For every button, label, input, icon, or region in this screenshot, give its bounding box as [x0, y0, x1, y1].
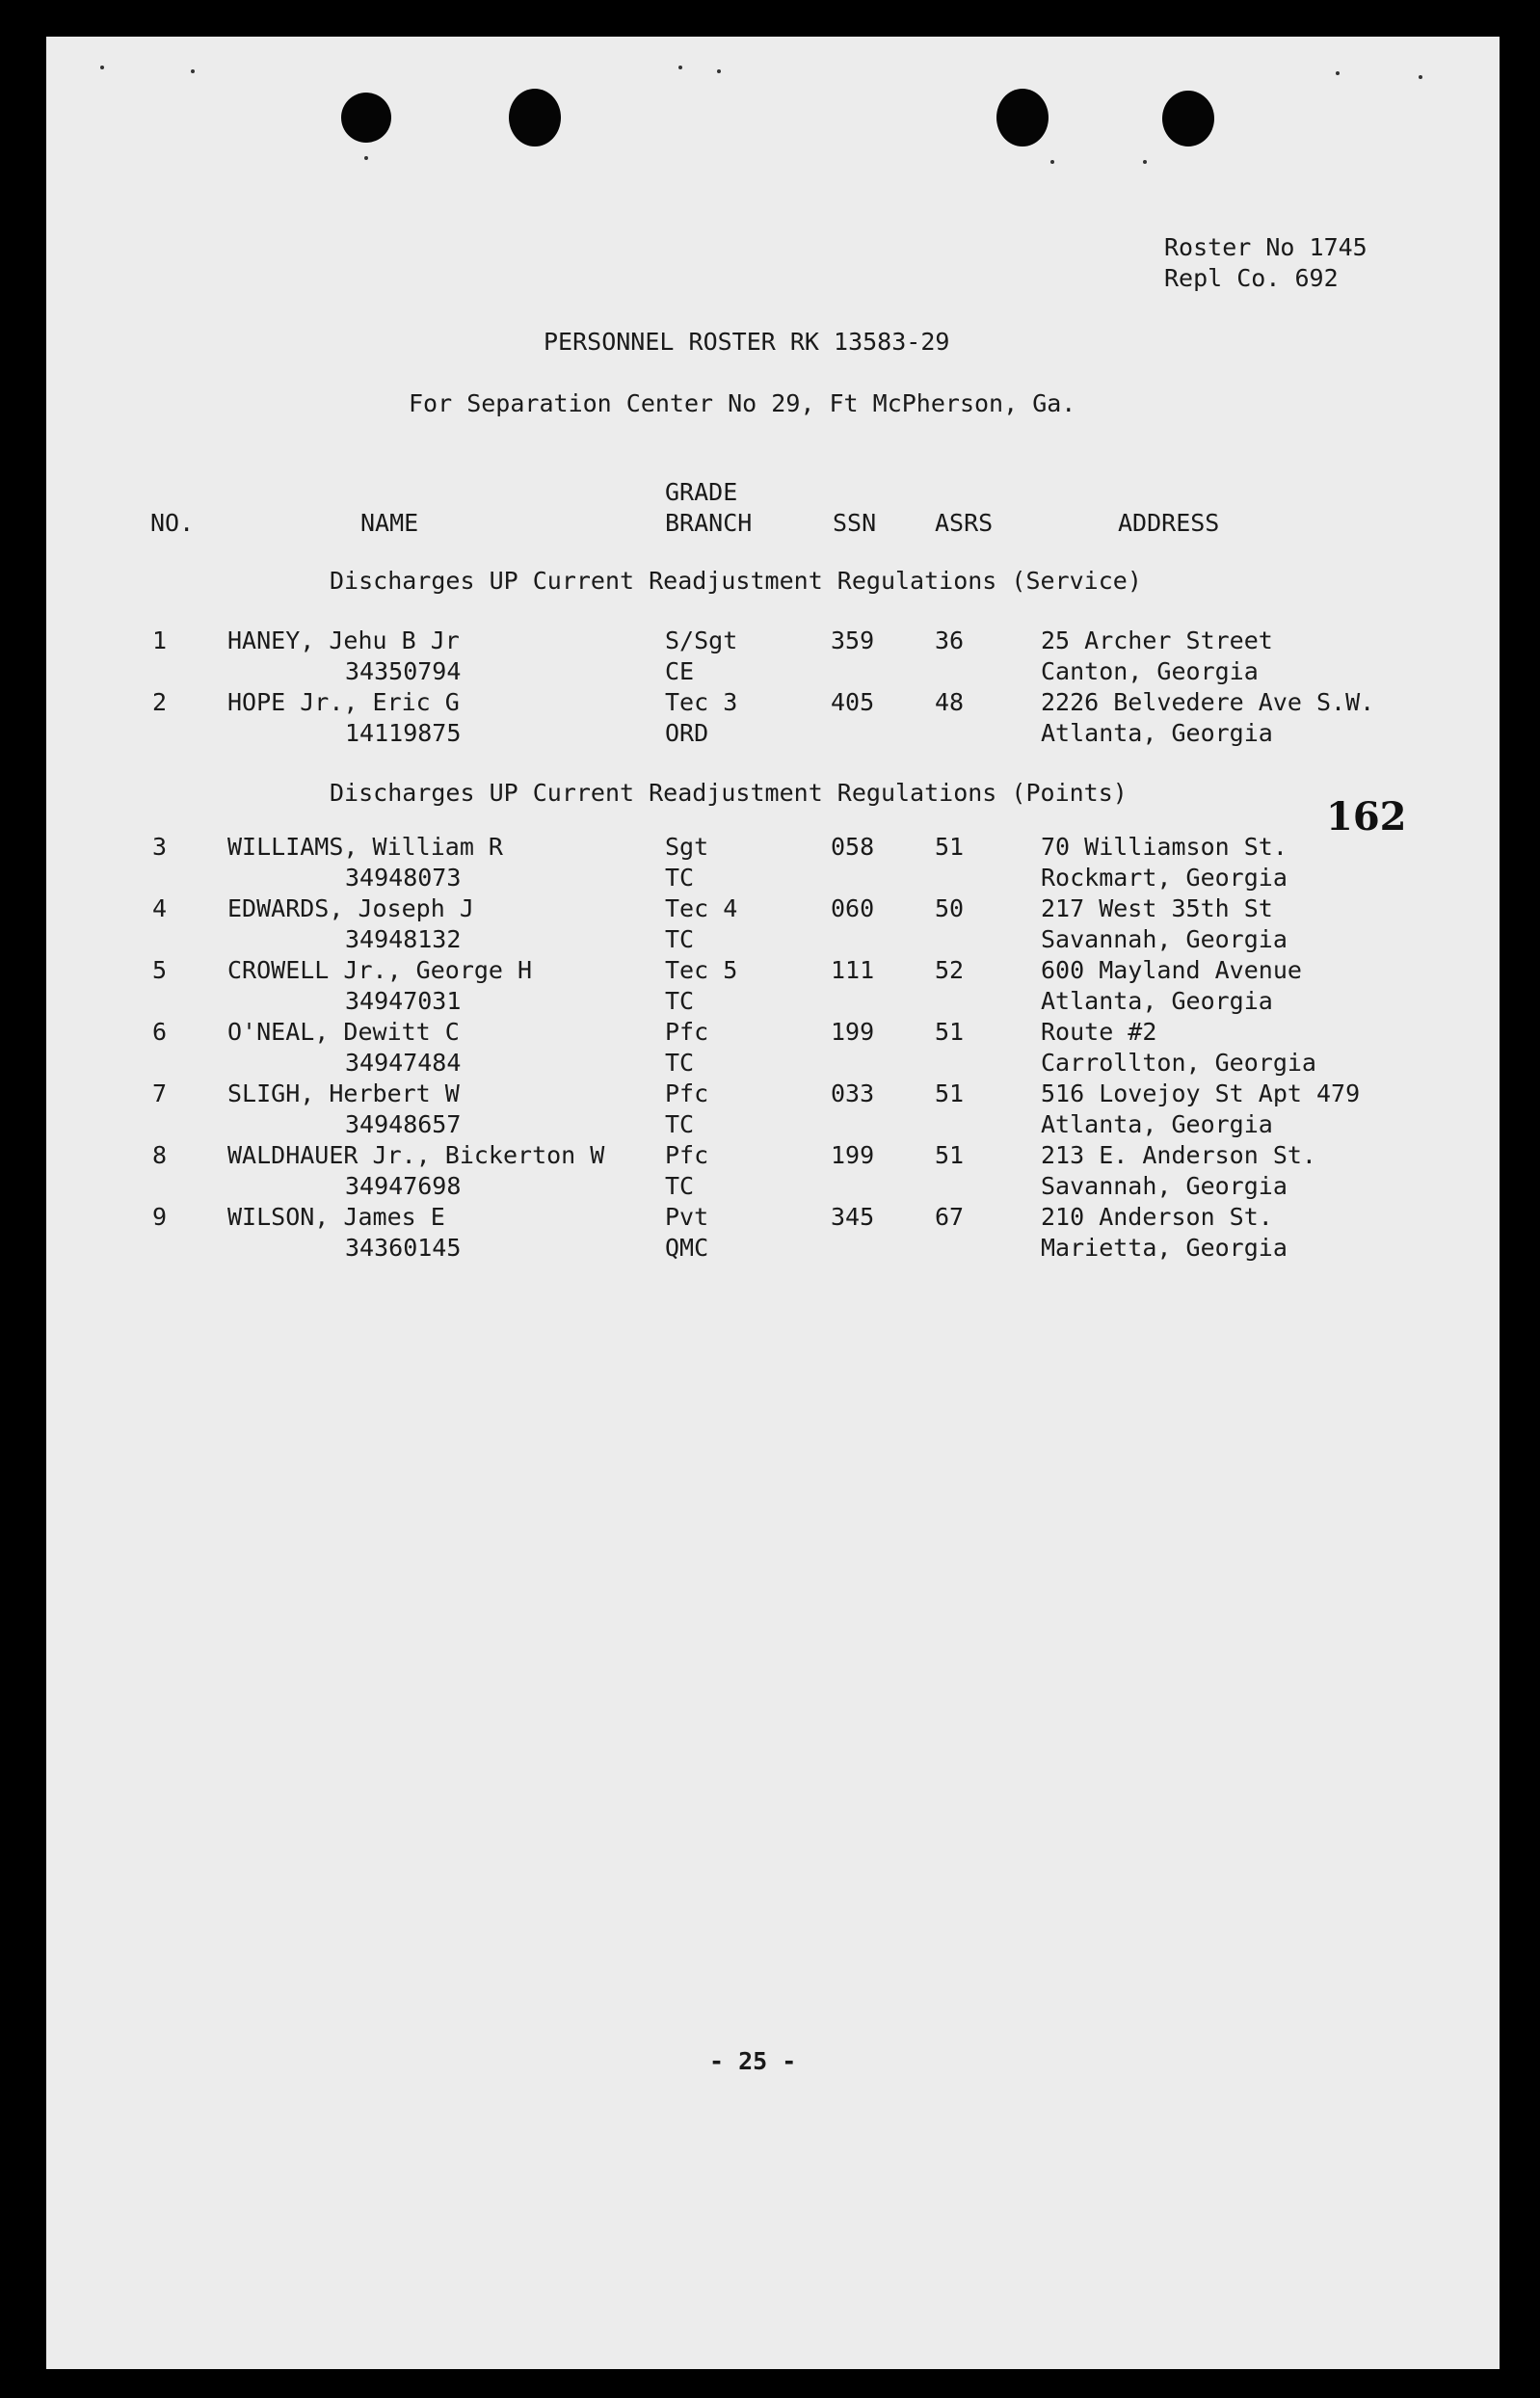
row-address-line1: 2226 Belvedere Ave S.W.: [1041, 688, 1375, 716]
row-address-line2: Atlanta, Georgia: [1041, 987, 1273, 1015]
row-ssn: 199: [831, 1141, 875, 1169]
row-address-line2: Savannah, Georgia: [1041, 925, 1288, 953]
row-ssn: 033: [831, 1079, 875, 1107]
row-grade: Sgt: [665, 833, 709, 861]
row-address-line1: 217 West 35th St: [1041, 894, 1273, 922]
row-ssn: 058: [831, 833, 875, 861]
column-ssn: SSN: [833, 509, 877, 537]
row-ssn: 405: [831, 688, 875, 716]
row-branch: TC: [665, 864, 695, 892]
speck: [717, 69, 721, 73]
row-address-line1: 25 Archer Street: [1041, 626, 1273, 654]
table-row: [46, 1141, 1500, 1203]
row-address-line2: Carrollton, Georgia: [1041, 1049, 1316, 1077]
section-heading: Discharges UP Current Readjustment Regulations (Points): [330, 779, 1128, 807]
row-ssn: 345: [831, 1203, 875, 1231]
column-address: ADDRESS: [1118, 509, 1220, 537]
table-row: [46, 894, 1500, 956]
row-number: 2: [152, 688, 168, 716]
row-asrs: 36: [935, 626, 965, 654]
row-serial: 14119875: [345, 719, 462, 747]
speck: [1050, 160, 1054, 164]
row-address-line2: Savannah, Georgia: [1041, 1172, 1288, 1200]
row-serial: 34948132: [345, 925, 462, 953]
column-name: NAME: [360, 509, 419, 537]
row-address-line2: Atlanta, Georgia: [1041, 1110, 1273, 1138]
section-heading: Discharges UP Current Readjustment Regulations (Service): [330, 567, 1142, 595]
row-number: 1: [152, 626, 168, 654]
row-serial: 34947484: [345, 1049, 462, 1077]
row-grade: Tec 4: [665, 894, 738, 922]
speck: [191, 69, 195, 73]
row-ssn: 359: [831, 626, 875, 654]
row-number: 4: [152, 894, 168, 922]
speck: [364, 156, 368, 160]
speck: [1419, 75, 1422, 79]
row-address-line1: Route #2: [1041, 1018, 1157, 1046]
column-branch: BRANCH: [665, 509, 753, 537]
punch-hole: [341, 93, 391, 143]
row-branch: TC: [665, 1172, 695, 1200]
row-serial: 34360145: [345, 1234, 462, 1262]
row-name: HOPE Jr., Eric G: [227, 688, 460, 716]
punch-hole: [509, 89, 561, 147]
row-asrs: 52: [935, 956, 965, 984]
row-ssn: 060: [831, 894, 875, 922]
row-serial: 34948657: [345, 1110, 462, 1138]
row-number: 5: [152, 956, 168, 984]
row-branch: TC: [665, 987, 695, 1015]
row-serial: 34947031: [345, 987, 462, 1015]
stamp-number: 162: [1326, 794, 1407, 839]
row-branch: TC: [665, 1110, 695, 1138]
row-grade: Pfc: [665, 1018, 709, 1046]
row-name: SLIGH, Herbert W: [227, 1079, 460, 1107]
column-grade: GRADE: [665, 478, 738, 506]
speck: [678, 66, 682, 69]
row-serial: 34947698: [345, 1172, 462, 1200]
row-name: WILSON, James E: [227, 1203, 445, 1231]
row-ssn: 111: [831, 956, 875, 984]
roster-number: Roster No 1745: [1164, 233, 1367, 261]
row-grade: Pvt: [665, 1203, 709, 1231]
row-address-line1: 70 Williamson St.: [1041, 833, 1288, 861]
row-address-line1: 210 Anderson St.: [1041, 1203, 1273, 1231]
row-name: CROWELL Jr., George H: [227, 956, 533, 984]
column-no: NO.: [150, 509, 195, 537]
row-grade: Tec 3: [665, 688, 738, 716]
row-grade: Pfc: [665, 1079, 709, 1107]
row-asrs: 51: [935, 1141, 965, 1169]
row-asrs: 51: [935, 1079, 965, 1107]
row-number: 3: [152, 833, 168, 861]
table-row: [46, 688, 1500, 750]
row-grade: Pfc: [665, 1141, 709, 1169]
row-branch: TC: [665, 1049, 695, 1077]
speck: [100, 66, 104, 69]
table-row: [46, 626, 1500, 688]
row-asrs: 50: [935, 894, 965, 922]
replacement-company: Repl Co. 692: [1164, 264, 1339, 292]
row-grade: S/Sgt: [665, 626, 738, 654]
row-name: WILLIAMS, William R: [227, 833, 503, 861]
row-branch: CE: [665, 657, 695, 685]
row-asrs: 51: [935, 1018, 965, 1046]
row-name: WALDHAUER Jr., Bickerton W: [227, 1141, 605, 1169]
row-name: HANEY, Jehu B Jr: [227, 626, 460, 654]
row-number: 9: [152, 1203, 168, 1231]
column-asrs: ASRS: [935, 509, 994, 537]
table-row: [46, 956, 1500, 1018]
row-address-line2: Marietta, Georgia: [1041, 1234, 1288, 1262]
row-branch: QMC: [665, 1234, 709, 1262]
row-serial: 34948073: [345, 864, 462, 892]
row-address-line2: Canton, Georgia: [1041, 657, 1259, 685]
row-serial: 34350794: [345, 657, 462, 685]
punch-hole: [996, 89, 1049, 147]
speck: [1143, 160, 1147, 164]
row-name: O'NEAL, Dewitt C: [227, 1018, 460, 1046]
punch-hole: [1162, 91, 1214, 147]
row-name: EDWARDS, Joseph J: [227, 894, 474, 922]
row-grade: Tec 5: [665, 956, 738, 984]
row-number: 6: [152, 1018, 168, 1046]
row-ssn: 199: [831, 1018, 875, 1046]
row-number: 8: [152, 1141, 168, 1169]
speck: [1336, 71, 1340, 75]
row-address-line2: Atlanta, Georgia: [1041, 719, 1273, 747]
table-row: [46, 1079, 1500, 1141]
table-row: [46, 1203, 1500, 1265]
row-asrs: 51: [935, 833, 965, 861]
row-number: 7: [152, 1079, 168, 1107]
table-row: [46, 1018, 1500, 1079]
row-address-line1: 213 E. Anderson St.: [1041, 1141, 1316, 1169]
row-branch: ORD: [665, 719, 709, 747]
roster-title: PERSONNEL ROSTER RK 13583-29: [544, 328, 950, 356]
document-page: [46, 37, 1500, 2369]
roster-subtitle: For Separation Center No 29, Ft McPherson, Ga.: [409, 389, 1076, 417]
row-branch: TC: [665, 925, 695, 953]
row-address-line1: 600 Mayland Avenue: [1041, 956, 1302, 984]
row-asrs: 48: [935, 688, 965, 716]
page-number: - 25 -: [709, 2047, 797, 2075]
row-address-line1: 516 Lovejoy St Apt 479: [1041, 1079, 1361, 1107]
table-row: [46, 833, 1500, 894]
row-address-line2: Rockmart, Georgia: [1041, 864, 1288, 892]
row-asrs: 67: [935, 1203, 965, 1231]
